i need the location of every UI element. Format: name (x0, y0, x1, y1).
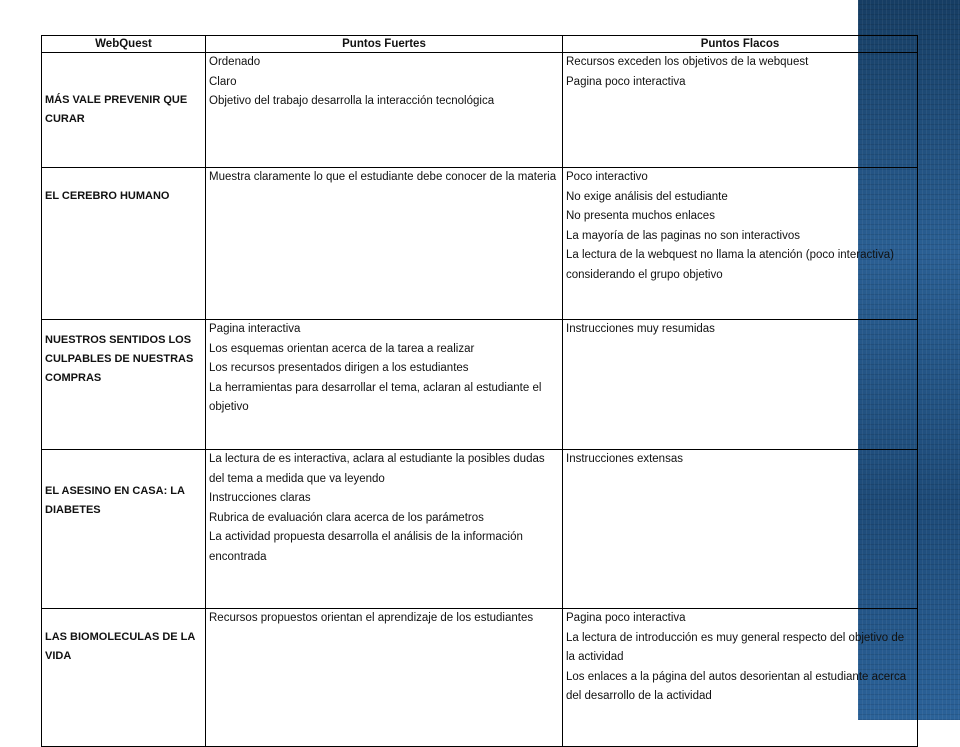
table-row (42, 168, 918, 320)
webquest-comparison-table (41, 35, 918, 747)
header-row (42, 36, 918, 53)
puntos-flacos-item: La lectura de introducción es muy general respecto del objetivo de la actividad (566, 631, 905, 663)
puntos-fuertes-item: La actividad propuesta desarrolla el análisis de la información encontrada (209, 531, 523, 563)
webquest-name: EL CEREBRO HUMANO (45, 190, 170, 202)
puntos-flacos-cell (563, 320, 918, 450)
header-webquest: WebQuest (42, 36, 206, 53)
puntos-fuertes-cell (206, 609, 563, 747)
webquest-name: LAS BIOMOLECULAS DE LA VIDA (45, 631, 195, 662)
webquest-name: NUESTROS SENTIDOS LOS CULPABLES DE NUESTRAS COMPRAS (45, 334, 194, 384)
puntos-flacos-cell (563, 609, 918, 747)
puntos-fuertes-cell (206, 53, 563, 168)
puntos-fuertes-cell (206, 450, 563, 609)
puntos-flacos-item: Poco interactivo (566, 171, 648, 183)
puntos-fuertes-item: Instrucciones claras (209, 492, 311, 504)
webquest-name-cell (42, 320, 206, 450)
webquest-name-cell (42, 53, 206, 168)
table-row (42, 609, 918, 747)
puntos-flacos-item: Instrucciones extensas (566, 453, 683, 465)
webquest-name-cell (42, 450, 206, 609)
puntos-fuertes-item: La herramientas para desarrollar el tema, aclaran al estudiante el objetivo (209, 381, 542, 413)
puntos-flacos-item: La lectura de la webquest no llama la atención (poco interactiva) considerando el grupo objetivo (566, 249, 894, 281)
webquest-name: EL ASESINO EN CASA: LA DIABETES (45, 485, 185, 516)
header-puntos-flacos: Puntos Flacos (563, 36, 918, 53)
puntos-fuertes-item: Rubrica de evaluación clara acerca de los parámetros (209, 511, 484, 524)
webquest-name-cell (42, 609, 206, 747)
puntos-flacos-item: Pagina poco interactiva (566, 612, 686, 624)
puntos-flacos-item: Los enlaces a la página del autos desorientan al estudiante acerca del desarrollo de la actividad (566, 670, 907, 702)
puntos-flacos-cell (563, 53, 918, 168)
puntos-fuertes-item: Muestra claramente lo que el estudiante debe conocer de la materia (209, 171, 557, 183)
puntos-fuertes-item: Pagina interactiva (209, 323, 301, 335)
puntos-flacos-cell (563, 450, 918, 609)
header-puntos-fuertes: Puntos Fuertes (206, 36, 563, 53)
puntos-fuertes-item: Objetivo del trabajo desarrolla la interacción tecnológica (209, 95, 495, 107)
puntos-fuertes-item: La lectura de es interactiva, aclara al estudiante la posibles dudas del tema a medida que va leyendo (209, 453, 545, 485)
puntos-flacos-item: No exige análisis del estudiante (566, 190, 728, 203)
puntos-flacos-item: Pagina poco interactiva (566, 75, 686, 88)
puntos-flacos-cell (563, 168, 918, 320)
puntos-flacos-item: Instrucciones muy resumidas (566, 323, 715, 335)
table-row (42, 320, 918, 450)
table-row (42, 450, 918, 609)
puntos-fuertes-item: Claro (209, 75, 237, 88)
puntos-fuertes-cell (206, 320, 563, 450)
puntos-flacos-item: La mayoría de las paginas no son interactivos (566, 229, 800, 242)
puntos-flacos-item: Recursos exceden los objetivos de la webquest (566, 56, 809, 68)
puntos-fuertes-item: Ordenado (209, 56, 261, 68)
puntos-fuertes-item: Los recursos presentados dirigen a los estudiantes (209, 362, 469, 374)
puntos-fuertes-item: Recursos propuestos orientan el aprendizaje de los estudiantes (209, 612, 534, 624)
table-row (42, 53, 918, 168)
puntos-fuertes-cell (206, 168, 563, 320)
webquest-name: MÁS VALE PREVENIR QUE CURAR (45, 94, 188, 125)
webquest-name-cell (42, 168, 206, 320)
puntos-fuertes-item: Los esquemas orientan acerca de la tarea a realizar (209, 342, 475, 355)
puntos-flacos-item: No presenta muchos enlaces (566, 210, 715, 222)
